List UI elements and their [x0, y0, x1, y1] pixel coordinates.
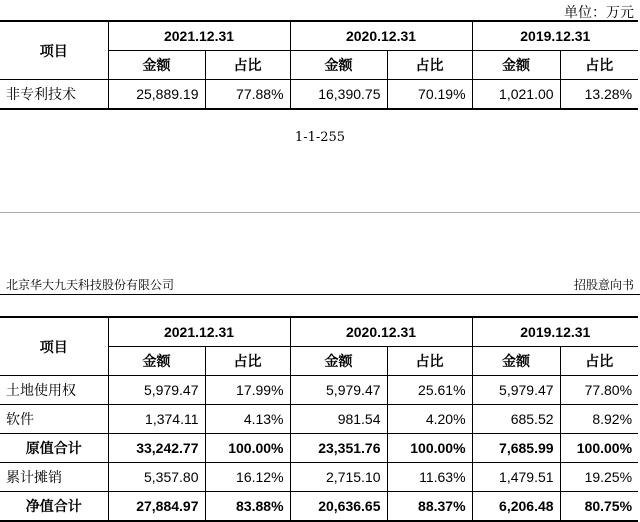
company-name: 北京华大九天科技股份有限公司 — [6, 278, 175, 292]
cell-value: 16.12% — [205, 463, 290, 492]
cell-value: 2,715.10 — [290, 463, 387, 492]
intangible-assets-table-top — [0, 20, 638, 110]
cell-value: 77.88% — [205, 80, 290, 110]
item-header: 项目 — [0, 21, 108, 80]
table-row — [0, 405, 638, 434]
cell-value: 83.88% — [205, 492, 290, 522]
cell-value: 7,685.99 — [472, 434, 560, 463]
year-header: 2020.12.31 — [290, 21, 472, 51]
row-label: 原值合计 — [0, 434, 108, 463]
unit-label: 单位：万元 — [564, 5, 634, 21]
document-type: 招股意向书 — [573, 278, 634, 292]
cell-value: 88.37% — [387, 492, 472, 522]
ratio-header: 占比 — [205, 347, 290, 376]
ratio-header: 占比 — [560, 51, 638, 80]
amount-header: 金额 — [290, 51, 387, 80]
cell-value: 4.13% — [205, 405, 290, 434]
table-row — [0, 463, 638, 492]
row-label: 软件 — [0, 405, 108, 434]
page-break — [0, 212, 640, 213]
ratio-header: 占比 — [205, 51, 290, 80]
cell-value: 100.00% — [560, 434, 638, 463]
row-label: 净值合计 — [0, 492, 108, 522]
cell-value: 5,979.47 — [108, 376, 205, 405]
item-header: 项目 — [0, 317, 108, 376]
row-label: 土地使用权 — [0, 376, 108, 405]
row-label: 非专利技术 — [0, 80, 108, 110]
cell-value: 1,479.51 — [472, 463, 560, 492]
cell-value: 19.25% — [560, 463, 638, 492]
cell-value: 100.00% — [387, 434, 472, 463]
ratio-header: 占比 — [387, 51, 472, 80]
amount-header: 金额 — [290, 347, 387, 376]
cell-value: 100.00% — [205, 434, 290, 463]
amount-header: 金额 — [472, 51, 560, 80]
table-row — [0, 80, 638, 110]
cell-value: 13.28% — [560, 80, 638, 110]
table-row-total — [0, 434, 638, 463]
cell-value: 27,884.97 — [108, 492, 205, 522]
table-row-total — [0, 492, 638, 522]
cell-value: 20,636.65 — [290, 492, 387, 522]
cell-value: 25,889.19 — [108, 80, 205, 110]
year-header: 2019.12.31 — [472, 317, 638, 347]
table-row — [0, 376, 638, 405]
cell-value: 17.99% — [205, 376, 290, 405]
year-header: 2021.12.31 — [108, 317, 290, 347]
cell-value: 685.52 — [472, 405, 560, 434]
year-header: 2019.12.31 — [472, 21, 638, 51]
intangible-assets-table-bottom — [0, 316, 638, 522]
cell-value: 4.20% — [387, 405, 472, 434]
cell-value: 11.63% — [387, 463, 472, 492]
cell-value: 23,351.76 — [290, 434, 387, 463]
amount-header: 金额 — [472, 347, 560, 376]
cell-value: 8.92% — [560, 405, 638, 434]
cell-value: 1,021.00 — [472, 80, 560, 110]
cell-value: 70.19% — [387, 80, 472, 110]
cell-value: 6,206.48 — [472, 492, 560, 522]
ratio-header: 占比 — [387, 347, 472, 376]
cell-value: 80.75% — [560, 492, 638, 522]
cell-value: 25.61% — [387, 376, 472, 405]
year-header: 2021.12.31 — [108, 21, 290, 51]
year-header: 2020.12.31 — [290, 317, 472, 347]
page-number: 1-1-255 — [294, 130, 346, 145]
row-label: 累计摊销 — [0, 463, 108, 492]
document-header — [0, 276, 640, 295]
amount-header: 金额 — [108, 347, 205, 376]
cell-value: 5,357.80 — [108, 463, 205, 492]
cell-value: 16,390.75 — [290, 80, 387, 110]
cell-value: 5,979.47 — [472, 376, 560, 405]
cell-value: 77.80% — [560, 376, 638, 405]
ratio-header: 占比 — [560, 347, 638, 376]
cell-value: 1,374.11 — [108, 405, 205, 434]
cell-value: 33,242.77 — [108, 434, 205, 463]
cell-value: 5,979.47 — [290, 376, 387, 405]
amount-header: 金额 — [108, 51, 205, 80]
cell-value: 981.54 — [290, 405, 387, 434]
